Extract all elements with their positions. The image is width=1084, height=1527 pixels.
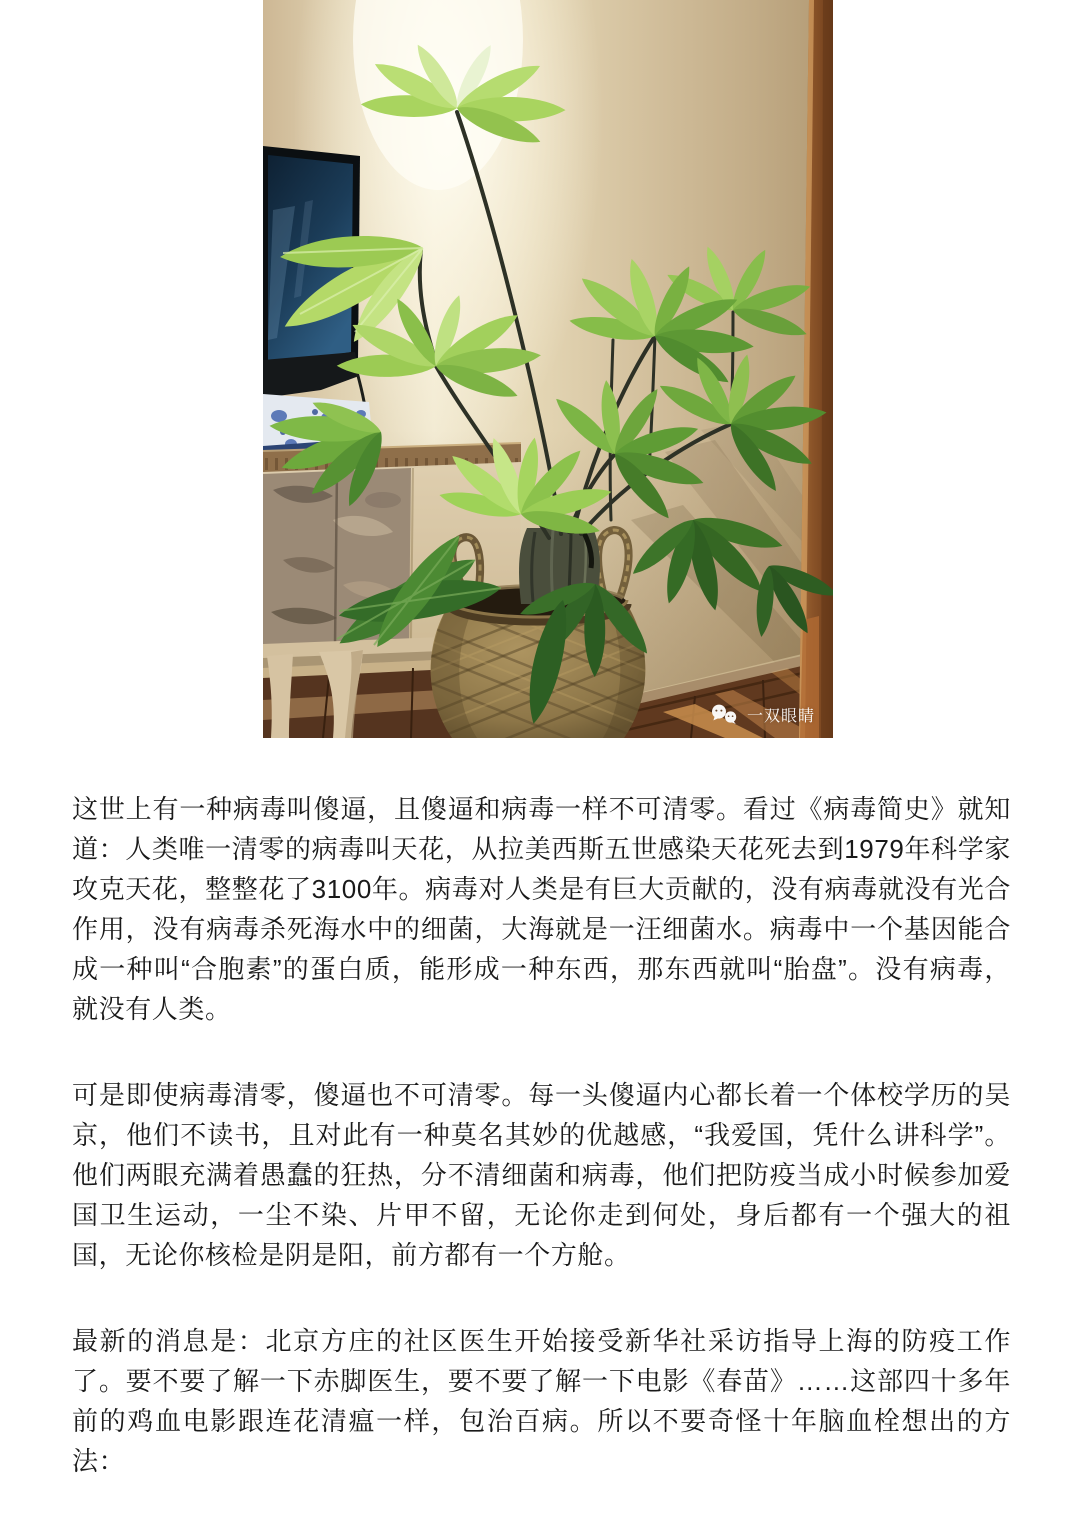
paragraph: 可是即使病毒清零，傻逼也不可清零。每一头傻逼内心都长着一个体校学历的吴京，他们不读书，且对此有一种莫名其妙的优越感，“我爱国，凭什么讲科学”。他们两眼充满着愚蠢的狂热，分不清细菌和病毒，他们把防疫当成小时候参加爱国卫生运动，一尘不染、片甲不留，无论你走到何处，身后都有一个强大的祖国，无论你核检是阴是阳，前方都有一个方舱。 xyxy=(72,1080,1011,1270)
watermark-label: 一双眼睛 xyxy=(746,708,815,725)
wechat-icon xyxy=(711,704,739,726)
article-body xyxy=(72,789,1011,1527)
paragraph: 最新的消息是：北京方庄的社区医生开始接受新华社采访指导上海的防疫工作了。要不要了解一下赤脚医生，要不要了解一下电影《春苗》……这部四十多年前的鸡血电影跟连花清瘟一样，包治百病。所以不要奇怪十年脑血栓想出的方法： xyxy=(72,1326,1011,1476)
photo-watermark xyxy=(711,703,815,726)
photo-scene xyxy=(263,0,833,738)
article-photo xyxy=(263,0,833,738)
paragraph: 这世上有一种病毒叫傻逼，且傻逼和病毒一样不可清零。看过《病毒简史》就知道：人类唯一清零的病毒叫天花，从拉美西斯五世感染天花死去到1979年科学家攻克天花，整整花了3100年。病毒对人类是有巨大贡献的，没有病毒就没有光合作用，没有病毒杀死海水中的细菌，大海就是一汪细菌水。病毒中一个基因能合成一种叫“合胞素”的蛋白质，能形成一种东西，那东西就叫“胎盘”。没有病毒，就没有人类。 xyxy=(72,794,1011,1024)
